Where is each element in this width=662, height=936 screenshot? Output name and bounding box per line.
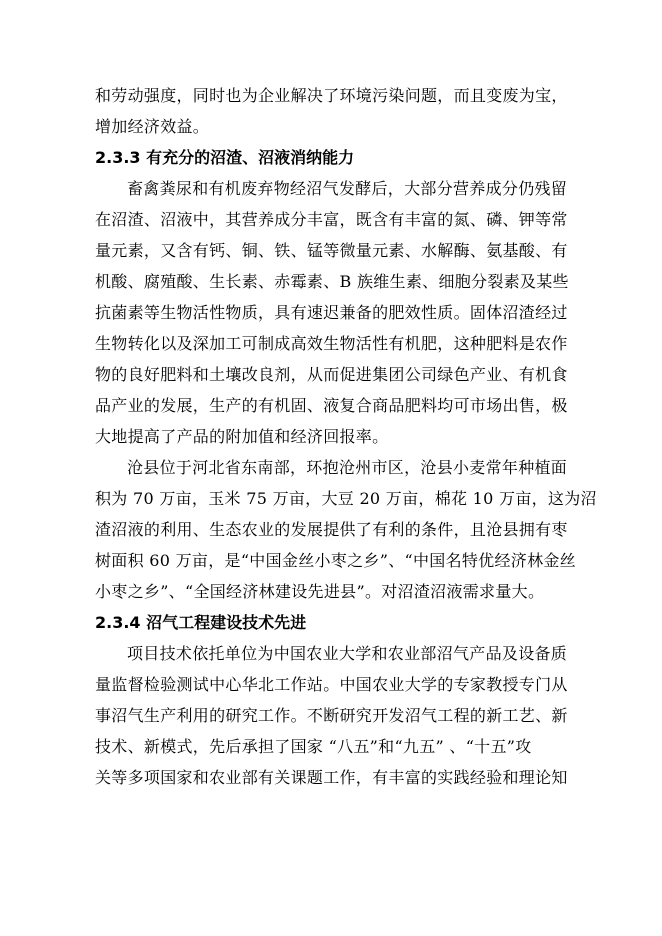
paragraph-line: 机酸、腐殖酸、生长素、赤霉素、B 族维生素、细胞分裂素及某些 <box>95 272 569 291</box>
paragraph-line: 物的良好肥料和土壤改良剂，从而促进集团公司绿色产业、有机食 <box>95 365 568 384</box>
paragraph-line: 沧县位于河北省东南部，环抱沧州市区，沧县小麦常年种植面 <box>127 458 568 477</box>
paragraph-line: 生物转化以及深加工可制成高效生物活性有机肥，这种肥料是农作 <box>95 334 568 353</box>
section-2-3-4-paragraph-1 <box>95 638 577 793</box>
paragraph-line: 量元素，又含有钙、铜、铁、锰等微量元素、水解酶、氨基酸、有 <box>95 241 568 260</box>
paragraph-line: 事沼气生产利用的研究工作。不断研究开发沼气工程的新工艺、新 <box>95 706 568 725</box>
paragraph-line: 关等多项国家和农业部有关课题工作，有丰富的实践经验和理论知 <box>95 768 568 787</box>
paragraph-line: 量监督检验测试中心华北工作站。中国农业大学的专家教授专门从 <box>95 675 568 694</box>
paragraph-line: 树面积 60 万亩，是“中国金丝小枣之乡”、“中国名特优经济林金丝 <box>95 551 576 570</box>
section-2-3-3-paragraph-1 <box>95 173 577 452</box>
paragraph-line: 品产业的发展，生产的有机固、液复合商品肥料均可市场出售，极 <box>95 396 568 415</box>
intro-line-1: 和劳动强度，同时也为企业解决了环境污染问题，而且变废为宝， <box>95 86 568 105</box>
paragraph-line: 技术、新模式，先后承担了国家 “八五”和“九五” 、“十五”攻 <box>95 737 532 756</box>
paragraph-line: 项目技术依托单位为中国农业大学和农业部沼气产品及设备质 <box>127 644 568 663</box>
intro-line-2: 增加经济效益。 <box>95 117 210 136</box>
paragraph-line: 畜禽粪尿和有机废弃物经沼气发酵后，大部分营养成分仍残留 <box>127 179 568 198</box>
document-body <box>95 80 597 793</box>
paragraph-line: 积为 70 万亩，玉米 75 万亩，大豆 20 万亩，棉花 10 万亩，这为沼 <box>95 489 597 508</box>
section-2-3-4-heading: 2.3.4 沼气工程建设技术先进 <box>95 613 307 632</box>
paragraph-line: 在沼渣、沼液中，其营养成分丰富，既含有丰富的氮、磷、钾等常 <box>95 210 568 229</box>
paragraph-line: 大地提高了产品的附加值和经济回报率。 <box>95 427 389 446</box>
section-2-3-3-heading: 2.3.3 有充分的沼渣、沼液消纳能力 <box>95 148 355 167</box>
paragraph-line: 小枣之乡”、“全国经济林建设先进县”。对沼渣沼液需求量大。 <box>95 582 545 601</box>
section-2-3-3-paragraph-2 <box>95 452 597 607</box>
paragraph-line: 渣沼液的利用、生态农业的发展提供了有利的条件，且沧县拥有枣 <box>95 520 568 539</box>
paragraph-line: 抗菌素等生物活性物质，具有速迟兼备的肥效性质。固体沼渣经过 <box>95 303 568 322</box>
